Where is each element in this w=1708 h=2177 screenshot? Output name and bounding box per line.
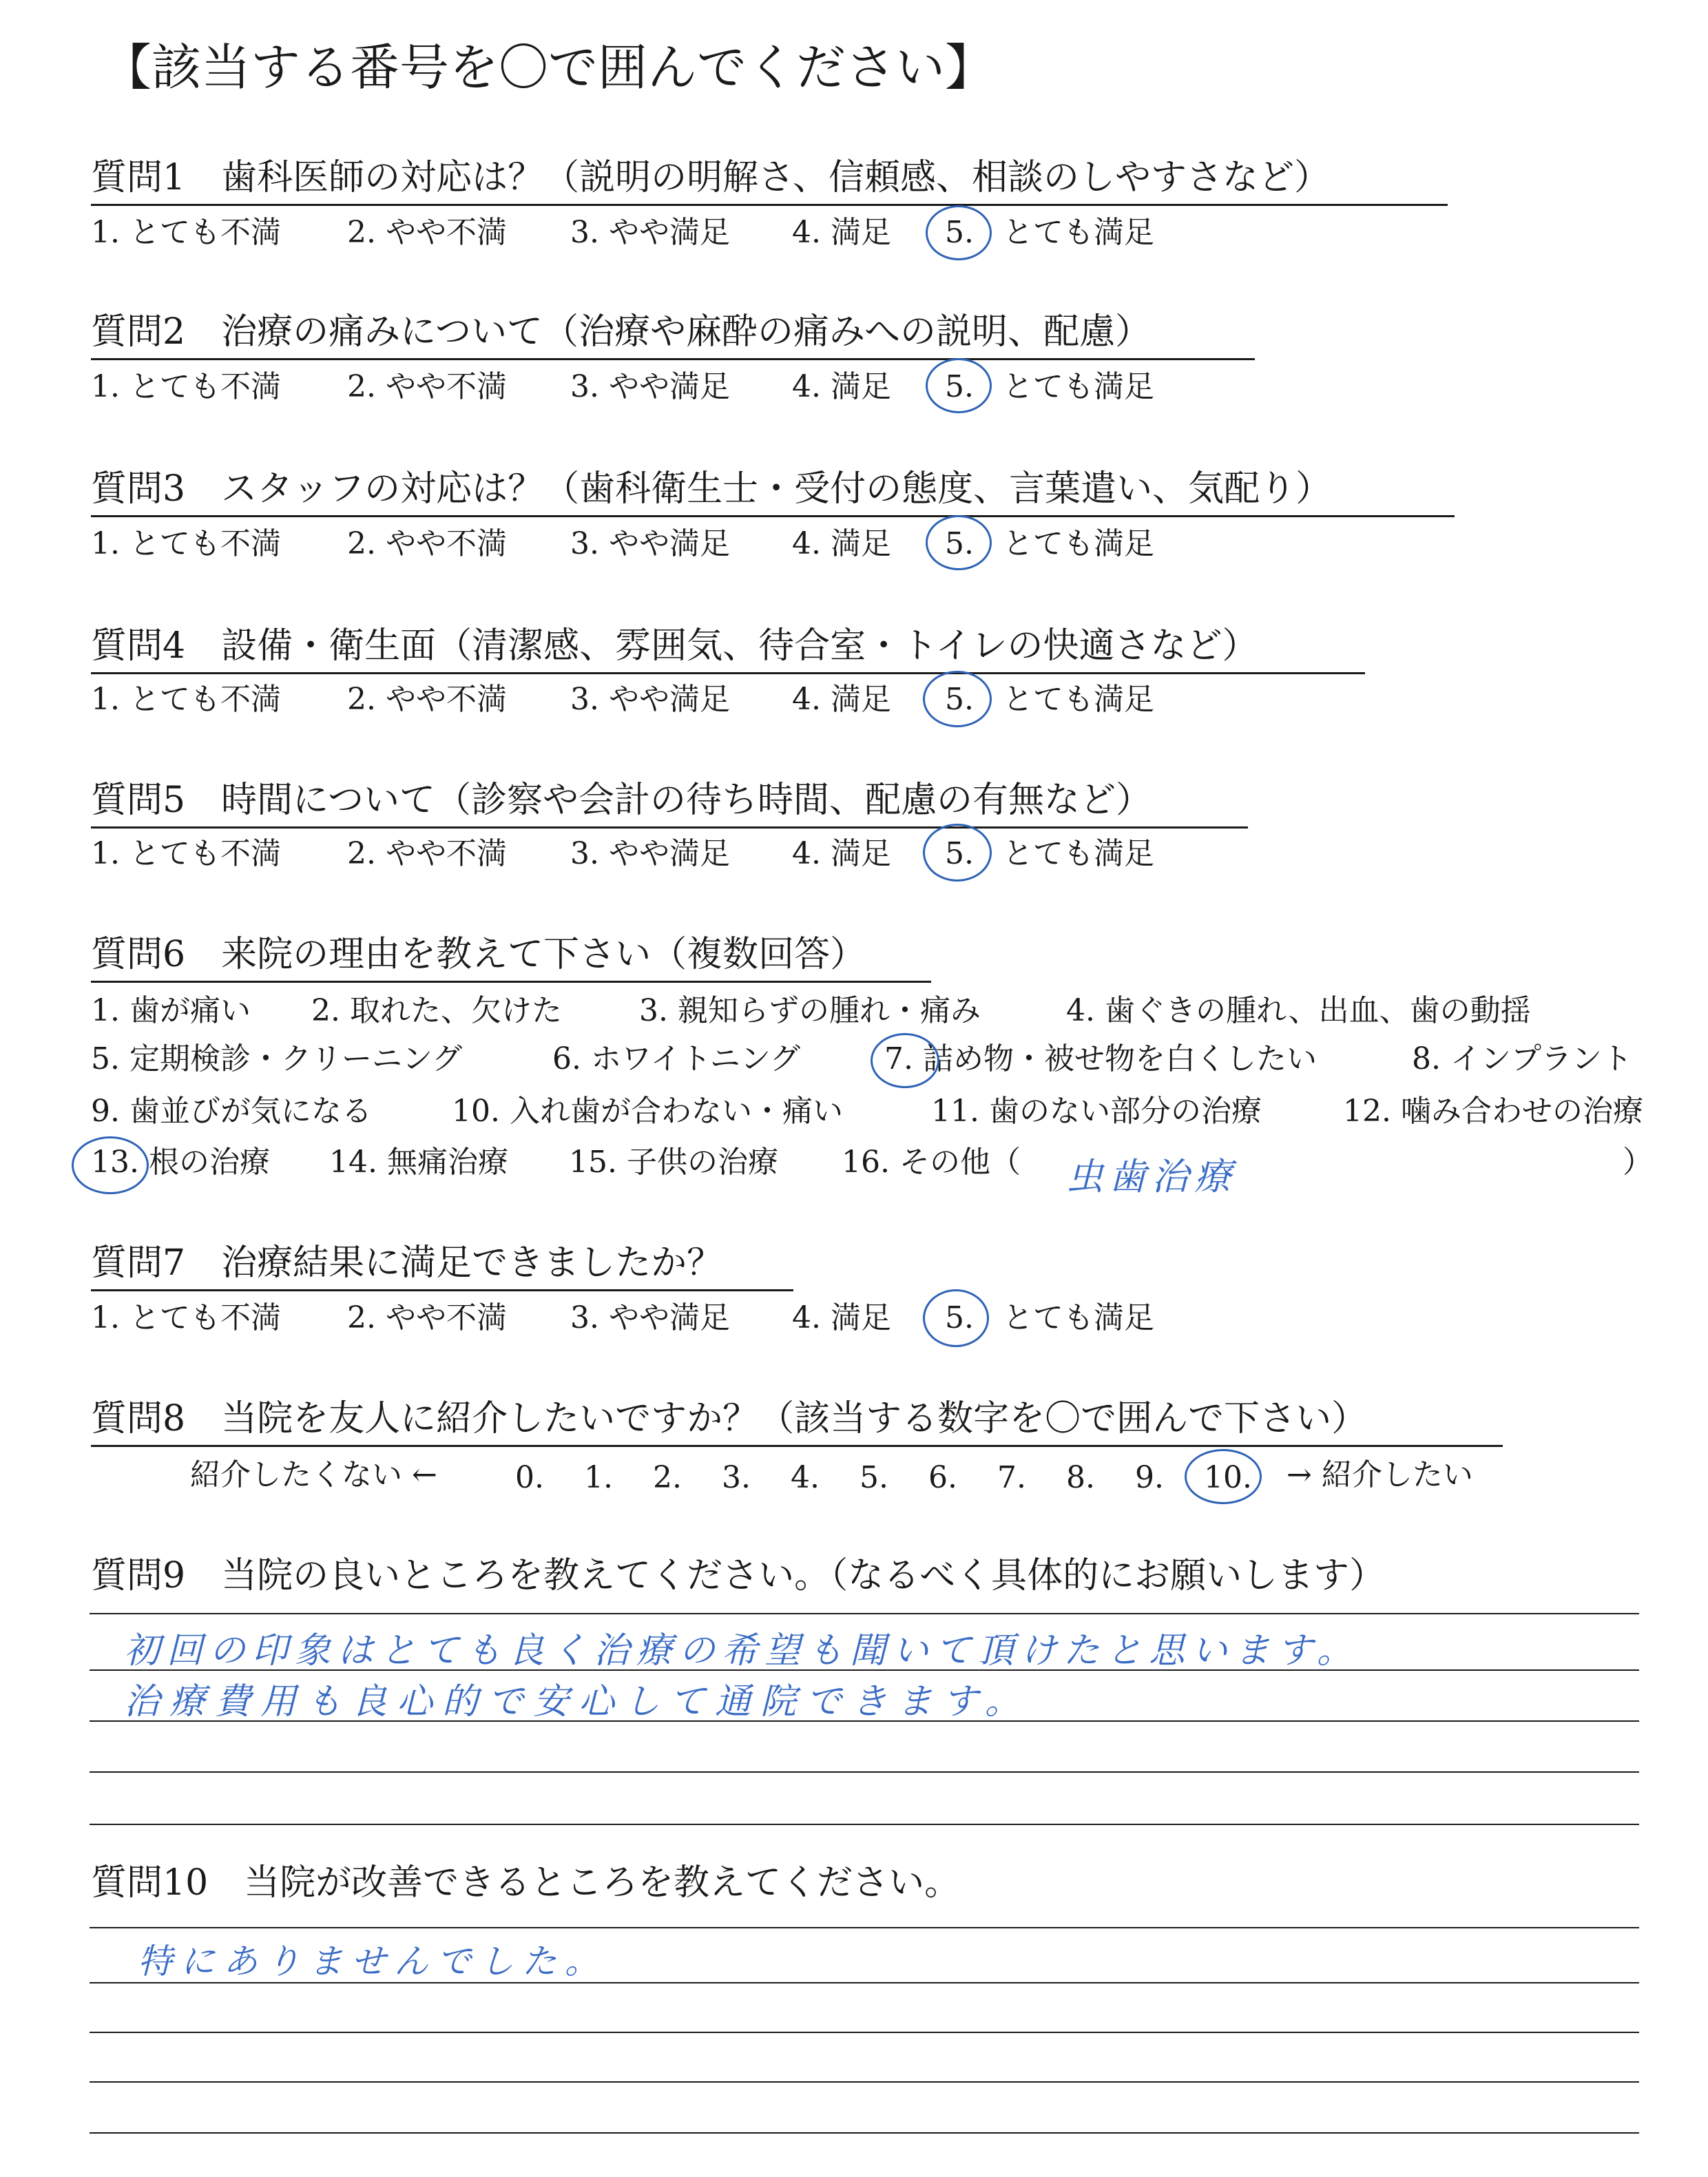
reason-option-16[interactable]: 16. その他（ [842,1145,1021,1180]
q9-handwritten-answer-line-1: 初回の印象はとても良く治療の希望も聞いて頂けたと思います。 [124,1630,1360,1671]
reason-option-9[interactable]: 9. 歯並びが気になる [91,1094,372,1129]
reason-option-12[interactable]: 12. 噛み合わせの治療 [1343,1094,1643,1129]
answer-line [90,1927,1639,1928]
question-1-underline [91,204,1448,206]
option-3[interactable]: 3. やや満足 [570,682,730,717]
answer-line [90,1824,1639,1825]
option-5[interactable]: 5. [945,526,974,561]
question-9-label: 質問9 当院の良いところを教えてください。（なるべく具体的にお願いします） [91,1555,1386,1596]
question-2-underline [91,358,1255,360]
scale-left-label: 紹介したくない ← [190,1457,437,1492]
question-3-underline [91,515,1455,517]
question-8-underline [91,1445,1503,1447]
reason-option-6[interactable]: 6. ホワイトニング [552,1041,801,1076]
option-5-label: とても満足 [1003,682,1154,717]
reason-option-5[interactable]: 5. 定期検診・クリーニング [91,1041,463,1076]
reason-option-3[interactable]: 3. 親知らずの腫れ・痛み [639,993,981,1028]
option-2[interactable]: 2. やや不満 [347,526,507,561]
scale-5[interactable]: 5. [860,1460,888,1495]
answer-line [90,2032,1639,2033]
question-4-underline [91,672,1365,674]
reason-option-7[interactable]: 7. 詰め物・被せ物を白くしたい [884,1041,1317,1076]
question-7-underline [91,1289,793,1291]
scale-0[interactable]: 0. [515,1460,544,1495]
option-4[interactable]: 4. 満足 [792,369,891,404]
option-1[interactable]: 1. とても不満 [91,526,281,561]
option-1[interactable]: 1. とても不満 [91,1300,281,1335]
scale-right-label: → 紹介したい [1287,1457,1473,1492]
option-5-label: とても満足 [1003,369,1154,404]
option-2[interactable]: 2. やや不満 [347,836,507,871]
option-5-label: とても満足 [1003,1300,1154,1335]
option-3[interactable]: 3. やや満足 [570,215,730,250]
answer-line [90,2081,1639,2083]
other-close-paren: ） [1623,1145,1653,1180]
reason-option-11[interactable]: 11. 歯のない部分の治療 [931,1094,1262,1129]
reason-option-15[interactable]: 15. 子供の治療 [569,1145,778,1180]
other-reason-handwriting: 虫歯治療 [1066,1155,1237,1198]
option-5[interactable]: 5. [945,682,974,717]
question-1-label: 質問1 歯科医師の対応は？（説明の明解さ、信頼感、相談のしやすさなど） [91,157,1331,198]
reason-option-1[interactable]: 1. 歯が痛い [91,993,251,1028]
option-5[interactable]: 5. [945,836,974,871]
option-3[interactable]: 3. やや満足 [570,526,730,561]
question-6-underline [91,981,931,983]
option-5-label: とても満足 [1003,836,1154,871]
option-3[interactable]: 3. やや満足 [570,369,730,404]
question-10-label: 質問10 当院が改善できるところを教えてください。 [91,1862,961,1904]
scale-7[interactable]: 7. [997,1460,1026,1495]
option-5[interactable]: 5. [945,1300,974,1335]
option-5-label: とても満足 [1003,215,1154,250]
page-title: 【該当する番号を〇で囲んでください】 [102,39,995,96]
option-3[interactable]: 3. やや満足 [570,1300,730,1335]
scale-1[interactable]: 1. [584,1460,613,1495]
question-4-label: 質問4 設備・衛生面（清潔感、雰囲気、待合室・トイレの快適さなど） [91,625,1258,667]
scale-9[interactable]: 9. [1135,1460,1164,1495]
question-6-label: 質問6 来院の理由を教えて下さい（複数回答） [91,934,866,975]
answer-line [90,1771,1639,1773]
option-4[interactable]: 4. 満足 [792,1300,891,1335]
option-2[interactable]: 2. やや不満 [347,215,507,250]
option-5[interactable]: 5. [945,215,974,250]
reason-option-4[interactable]: 4. 歯ぐきの腫れ、出血、歯の動揺 [1066,993,1531,1028]
q10-handwritten-answer-line-1: 特にありませんでした。 [138,1941,607,1981]
answer-line [90,1613,1639,1614]
option-5[interactable]: 5. [945,369,974,404]
scale-4[interactable]: 4. [791,1460,820,1495]
option-2[interactable]: 2. やや不満 [347,1300,507,1335]
reason-option-13[interactable]: 13. 根の治療 [91,1145,270,1180]
scale-10[interactable]: 10. [1204,1460,1252,1495]
question-7-label: 質問7 治療結果に満足できましたか？ [91,1242,723,1284]
scale-2[interactable]: 2. [653,1460,682,1495]
option-5-label: とても満足 [1003,526,1154,561]
option-1[interactable]: 1. とても不満 [91,369,281,404]
scale-3[interactable]: 3. [722,1460,751,1495]
question-8-label: 質問8 当院を友人に紹介したいですか？（該当する数字を〇で囲んで下さい） [91,1398,1368,1439]
reason-option-10[interactable]: 10. 入れ歯が合わない・痛い [452,1094,843,1129]
option-4[interactable]: 4. 満足 [792,836,891,871]
scale-6[interactable]: 6. [928,1460,957,1495]
option-4[interactable]: 4. 満足 [792,682,891,717]
option-2[interactable]: 2. やや不満 [347,369,507,404]
question-2-label: 質問2 治療の痛みについて（治療や麻酔の痛みへの説明、配慮） [91,311,1152,353]
question-5-underline [91,826,1248,829]
reason-option-8[interactable]: 8. インプラント [1412,1041,1632,1076]
reason-option-14[interactable]: 14. 無痛治療 [329,1145,508,1180]
answer-line [90,2132,1639,2134]
scale-8[interactable]: 8. [1066,1460,1095,1495]
reason-option-2[interactable]: 2. 取れた、欠けた [311,993,562,1028]
option-4[interactable]: 4. 満足 [792,215,891,250]
option-1[interactable]: 1. とても不満 [91,682,281,717]
option-1[interactable]: 1. とても不満 [91,836,281,871]
q9-handwritten-answer-line-2: 治療費用も良心的で安心して通院できます。 [124,1681,1030,1722]
option-1[interactable]: 1. とても不満 [91,215,281,250]
option-3[interactable]: 3. やや満足 [570,836,730,871]
question-5-label: 質問5 時間について（診察や会計の待ち時間、配慮の有無など） [91,780,1152,821]
option-4[interactable]: 4. 満足 [792,526,891,561]
option-2[interactable]: 2. やや不満 [347,682,507,717]
question-3-label: 質問3 スタッフの対応は？（歯科衛生士・受付の態度、言葉遣い、気配り） [91,468,1332,510]
